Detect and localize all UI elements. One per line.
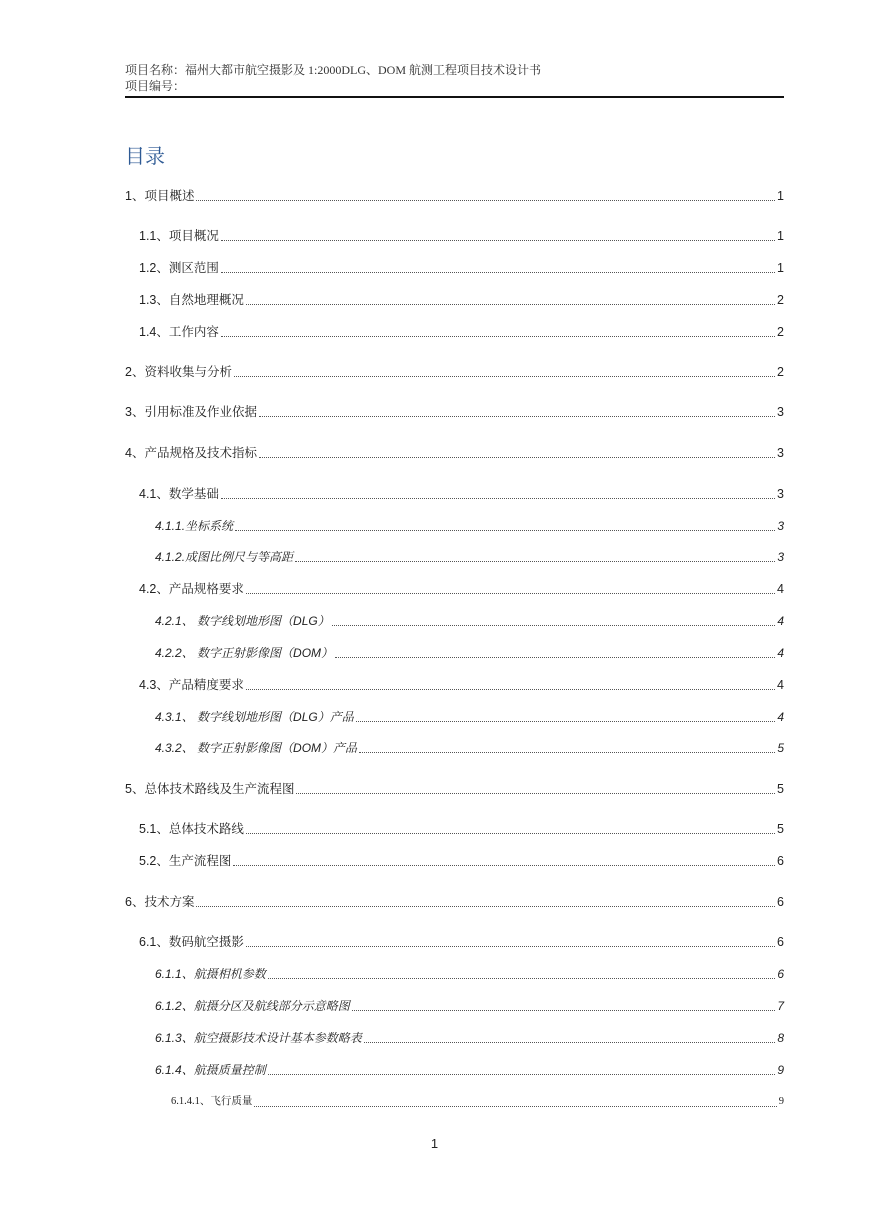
toc-entry-page: 3: [777, 550, 784, 564]
toc-entry-label: 5.1、总体技术路线: [139, 822, 244, 836]
toc-entry-page: 2: [777, 365, 784, 379]
toc-entry-page: 9: [777, 1063, 784, 1077]
toc-entry-page: 6: [777, 895, 784, 909]
toc-entry-page: 9: [778, 1096, 784, 1107]
toc-entry[interactable]: [155, 996, 784, 1014]
toc-entry-label: 4.2.2、 数字正射影像图（DOM）: [155, 646, 334, 660]
toc-entry[interactable]: [155, 611, 784, 629]
toc-entry[interactable]: [139, 322, 784, 340]
toc-entry-label: 1.4、工作内容: [139, 325, 219, 339]
toc-entry-page: 5: [777, 822, 784, 836]
toc-dot-leader: [221, 272, 775, 273]
toc-entry[interactable]: [139, 290, 784, 308]
toc-entry-label: 4.2、产品规格要求: [139, 582, 244, 596]
toc-entry[interactable]: [125, 779, 784, 797]
toc-dot-leader: [268, 1074, 776, 1075]
toc-entry-label: 6.1、数码航空摄影: [139, 935, 244, 949]
toc-entry[interactable]: [171, 1092, 784, 1110]
toc-entry-page: 2: [777, 325, 784, 339]
toc-dot-leader: [196, 200, 775, 201]
toc-entry-page: 1: [777, 261, 784, 275]
toc-entry-label: 4.3、产品精度要求: [139, 678, 244, 692]
toc-entry[interactable]: [139, 484, 784, 502]
toc-entry-page: 5: [777, 782, 784, 796]
toc-entry-label: 4.3.2、 数字正射影像图（DOM）产品: [155, 741, 358, 755]
toc-dot-leader: [364, 1042, 776, 1043]
toc-entry[interactable]: [125, 186, 784, 204]
toc-entry[interactable]: [139, 675, 784, 693]
project-number: 项目编号：: [125, 79, 186, 93]
toc-dot-leader: [246, 946, 775, 947]
toc-entry-label: 4、产品规格及技术指标: [125, 446, 257, 460]
toc-dot-leader: [335, 657, 775, 658]
toc-dot-leader: [221, 336, 775, 337]
toc-entry-label: 6、技术方案: [125, 895, 195, 909]
toc-entry-label: 1、项目概述: [125, 189, 195, 203]
toc-entry-page: 1: [777, 189, 784, 203]
toc-dot-leader: [259, 416, 775, 417]
toc-dot-leader: [221, 498, 775, 499]
toc-entry[interactable]: [139, 819, 784, 837]
toc-entry-page: 3: [777, 519, 784, 533]
toc-dot-leader: [268, 978, 776, 979]
toc-entry-page: 6: [777, 854, 784, 868]
toc-entry-page: 6: [777, 967, 784, 981]
toc-dot-leader: [254, 1106, 776, 1107]
toc-dot-leader: [235, 530, 775, 531]
toc-entry[interactable]: [155, 738, 784, 756]
toc-entry-label: 5.2、生产流程图: [139, 854, 232, 868]
toc-entry-page: 1: [777, 229, 784, 243]
toc-entry-page: 8: [777, 1031, 784, 1045]
toc-entry-label: 4.1.2.成图比例尺与等高距: [155, 550, 294, 564]
toc-entry-page: 4: [777, 678, 784, 692]
toc-entry[interactable]: [125, 443, 784, 461]
toc-dot-leader: [246, 833, 775, 834]
toc-entry-page: 4: [777, 614, 784, 628]
toc-dot-leader: [246, 689, 775, 690]
toc-entry[interactable]: [125, 892, 784, 910]
toc-dot-leader: [359, 752, 775, 753]
toc-dot-leader: [196, 906, 775, 907]
toc-entry[interactable]: [155, 964, 784, 982]
toc-entry[interactable]: [155, 1060, 784, 1078]
toc-entry-page: 3: [777, 487, 784, 501]
toc-entry-label: 1.2、测区范围: [139, 261, 219, 275]
toc-entry-label: 3、引用标准及作业依据: [125, 405, 257, 419]
header-divider: [125, 96, 784, 98]
toc-entry-label: 5、总体技术路线及生产流程图: [125, 782, 295, 796]
toc-entry[interactable]: [139, 851, 784, 869]
toc-entry[interactable]: [155, 516, 784, 534]
toc-entry[interactable]: [155, 1028, 784, 1046]
toc-dot-leader: [221, 240, 775, 241]
toc-entry[interactable]: [155, 643, 784, 661]
toc-title: 目录: [125, 144, 165, 168]
toc-entry-label: 6.1.4、航摄质量控制: [155, 1063, 266, 1077]
toc-entry[interactable]: [139, 226, 784, 244]
toc-entry-label: 2、资料收集与分析: [125, 365, 232, 379]
toc-entry[interactable]: [139, 579, 784, 597]
toc-entry-page: 4: [777, 582, 784, 596]
toc-entry-page: 3: [777, 446, 784, 460]
toc-dot-leader: [356, 721, 776, 722]
page-number: 1: [430, 1136, 439, 1151]
toc-entry[interactable]: [125, 402, 784, 420]
toc-entry-label: 4.1、数学基础: [139, 487, 219, 501]
toc-entry-label: 1.3、自然地理概况: [139, 293, 244, 307]
toc-entry-label: 6.1.1、航摄相机参数: [155, 967, 266, 981]
toc-dot-leader: [246, 304, 775, 305]
toc-dot-leader: [234, 376, 775, 377]
toc-entry-page: 6: [777, 935, 784, 949]
toc-dot-leader: [295, 561, 775, 562]
toc-entry[interactable]: [139, 258, 784, 276]
toc-dot-leader: [332, 625, 776, 626]
toc-dot-leader: [352, 1010, 776, 1011]
toc-entry[interactable]: [155, 547, 784, 565]
project-name: 项目名称：福州大都市航空摄影及 1:2000DLG、DOM 航测工程项目技术设计书: [125, 63, 542, 77]
toc-entry-page: 4: [777, 710, 784, 724]
toc-entry-page: 4: [777, 646, 784, 660]
toc-dot-leader: [233, 865, 775, 866]
page-header: [125, 62, 784, 94]
toc-entry-label: 6.1.4.1、飞行质量: [171, 1096, 253, 1107]
toc-entry[interactable]: [139, 932, 784, 950]
toc-entry-label: 4.2.1、 数字线划地形图（DLG）: [155, 614, 330, 628]
toc-dot-leader: [259, 457, 775, 458]
toc-entry-label: 6.1.3、航空摄影技术设计基本参数略表: [155, 1031, 362, 1045]
toc-entry-page: 3: [777, 405, 784, 419]
toc-entry-label: 6.1.2、航摄分区及航线部分示意略图: [155, 999, 350, 1013]
toc-entry-label: 1.1、项目概况: [139, 229, 219, 243]
toc-dot-leader: [246, 593, 775, 594]
toc-entry[interactable]: [155, 707, 784, 725]
toc-entry-page: 7: [777, 999, 784, 1013]
toc-entry-label: 4.3.1、 数字线划地形图（DLG）产品: [155, 710, 354, 724]
toc-entry-page: 5: [777, 741, 784, 755]
toc-entry-page: 2: [777, 293, 784, 307]
toc-entry[interactable]: [125, 362, 784, 380]
toc-dot-leader: [296, 793, 775, 794]
toc-entry-label: 4.1.1.坐标系统: [155, 519, 234, 533]
